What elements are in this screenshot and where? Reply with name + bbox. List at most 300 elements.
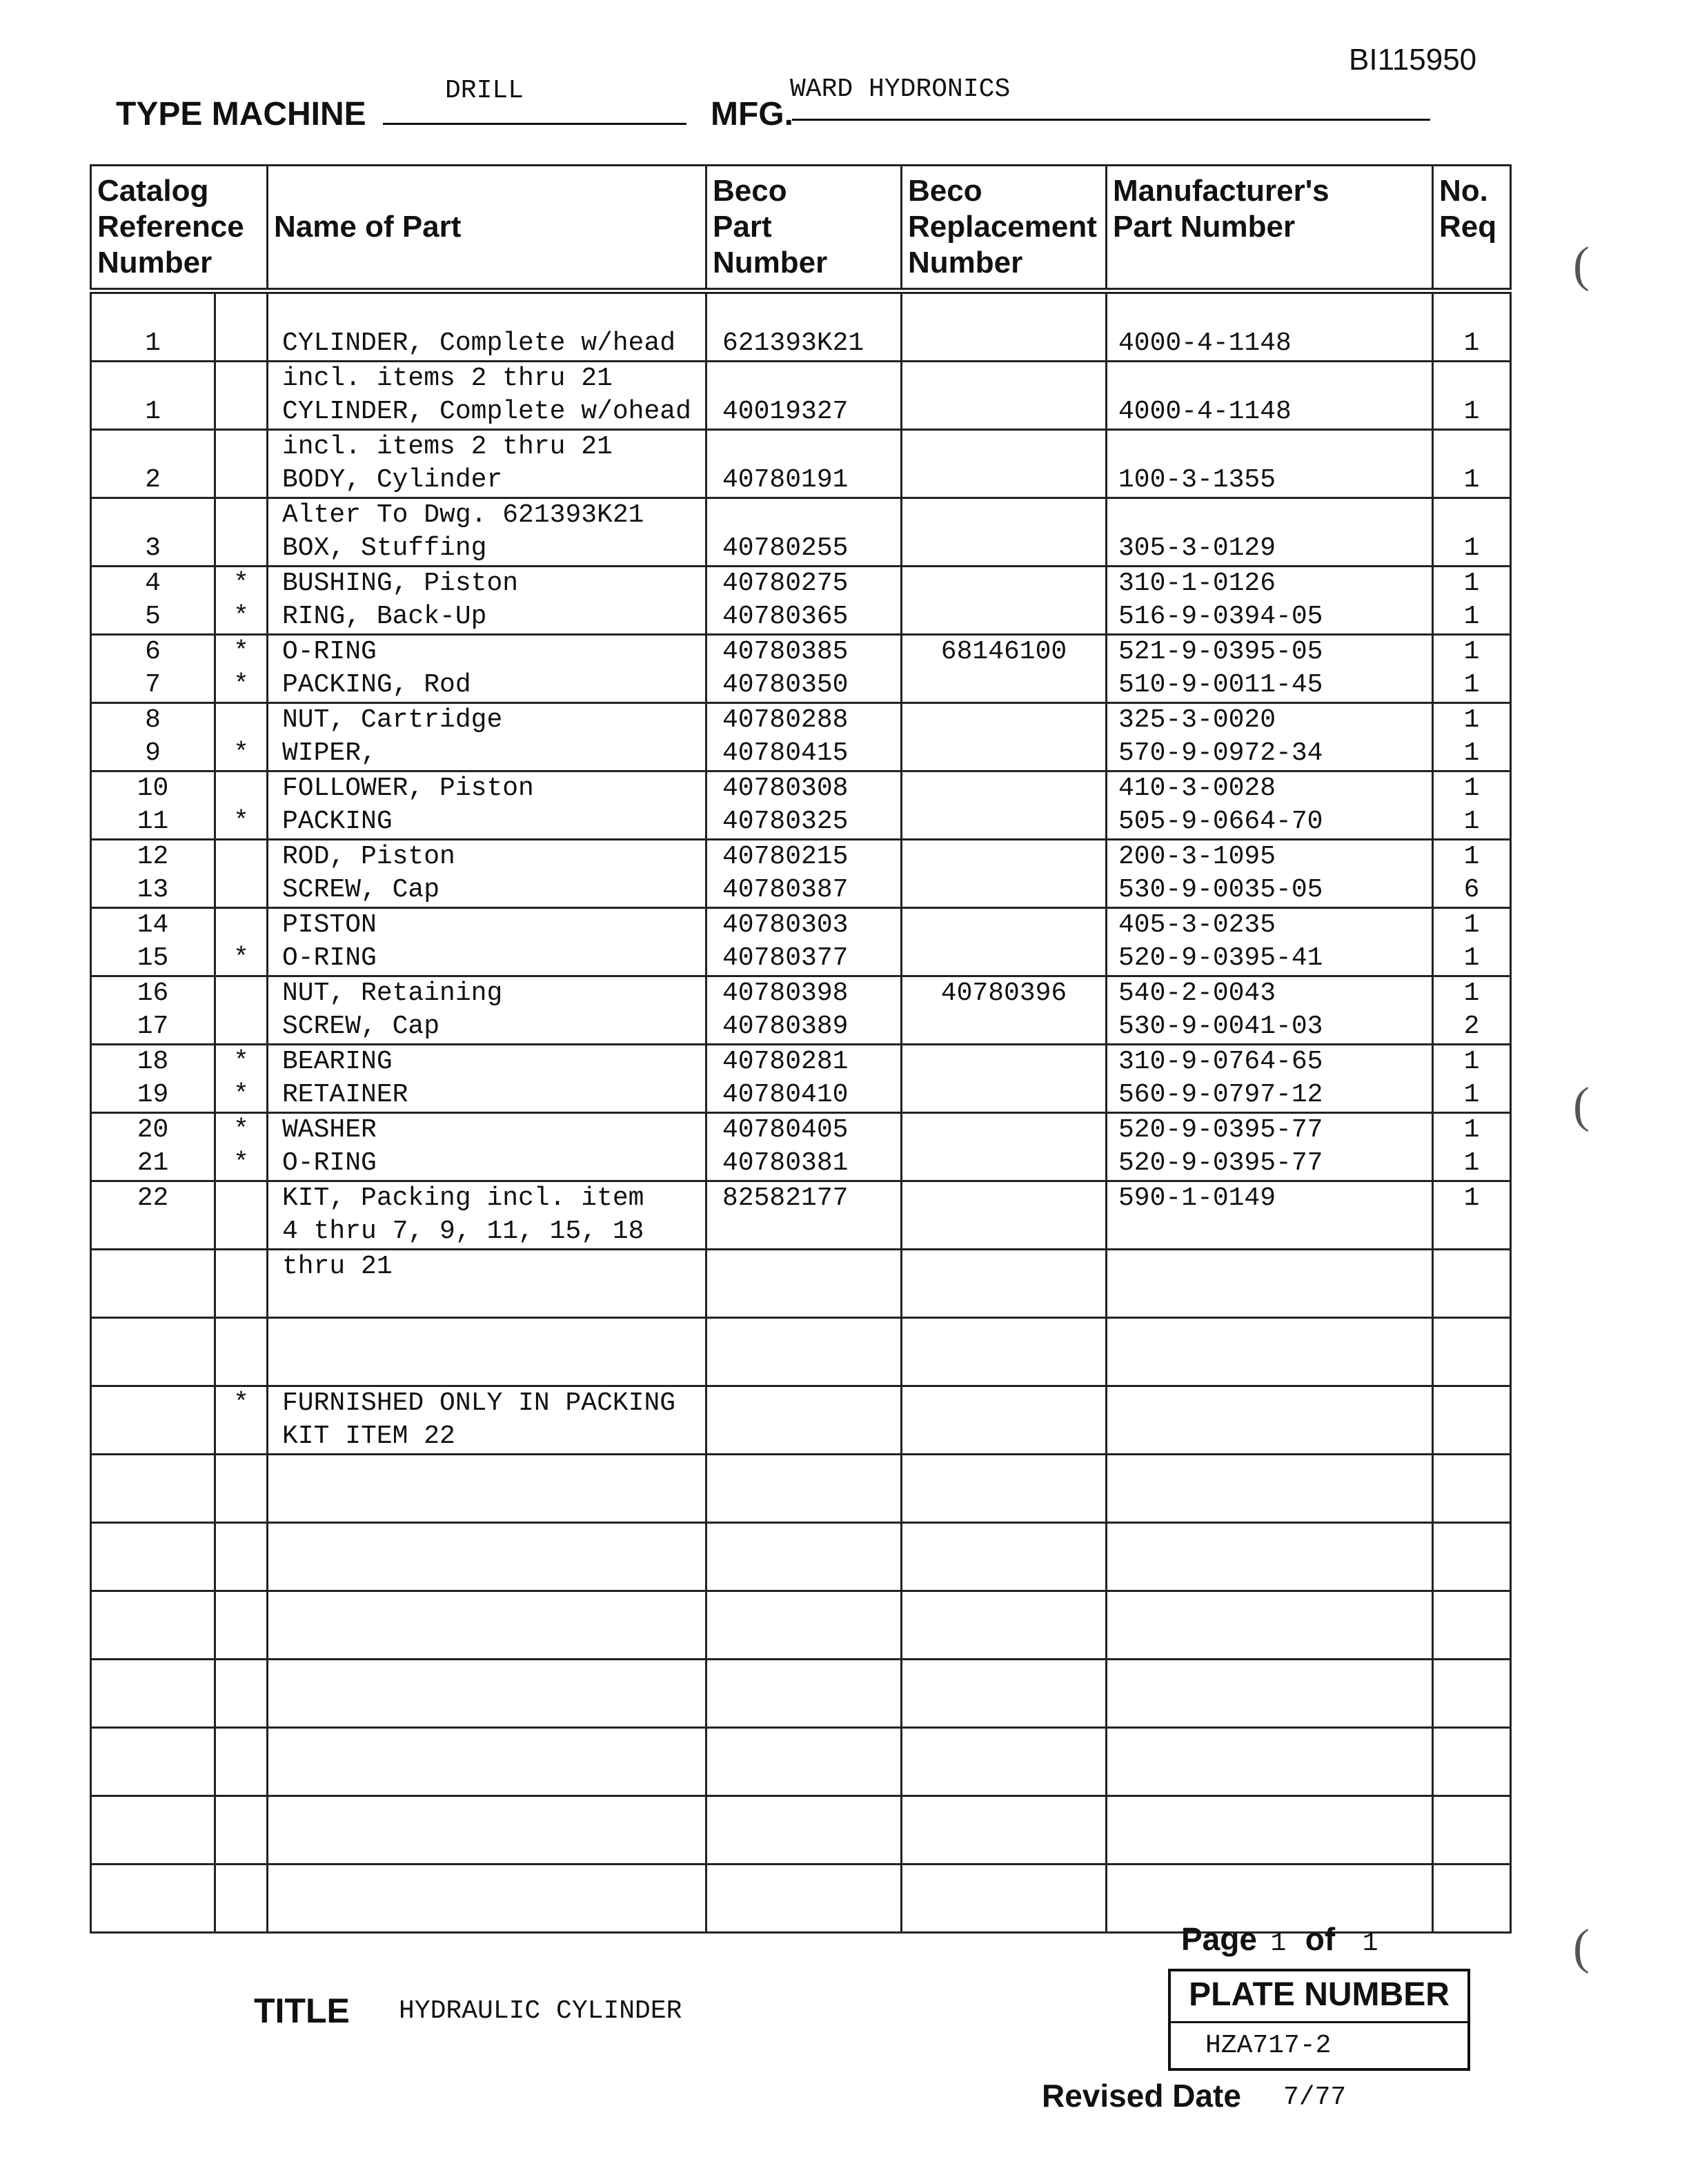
quantity-required [1434,1420,1510,1453]
quantity-required-cell [1433,840,1511,908]
beco-replacement-number [902,431,1105,464]
beco-replacement-number [902,1387,1105,1420]
part-name [282,1524,705,1557]
catalog-ref: 9 [145,738,161,768]
manufacturer-part-number-cell [1107,1591,1433,1660]
manufacturer-part-number: 530-9-0041-03 [1118,1012,1323,1041]
beco-part-number [722,1283,900,1317]
part-name: O-RING [282,1148,377,1178]
manufacturer-part-number-cell [1107,908,1433,976]
table-row [91,498,1511,567]
quantity-required: 1 [1463,738,1480,768]
beco-replacement-number [902,1352,1105,1385]
part-name-cell [268,908,706,976]
beco-part-number: 40780281 [722,1047,849,1076]
catalog-ref-cell [91,1660,215,1728]
quantity-required [1434,1729,1510,1762]
kit-marker [216,1352,266,1385]
table-row [91,1728,1511,1796]
beco-replacement-number [902,874,1105,907]
part-name-cell [268,1318,706,1386]
quantity-required [1434,1865,1510,1898]
part-name-cell [268,1796,706,1865]
part-name: BUSHING, Piston [282,569,519,598]
catalog-ref [92,1693,214,1726]
part-name: WIPER, [282,738,377,768]
quantity-required: 1 [1463,1080,1480,1110]
quantity-required [1434,1488,1510,1522]
part-name [282,1283,705,1317]
manufacturer-part-number: 405-3-0235 [1118,910,1276,940]
beco-replacement-number [902,1729,1105,1762]
beco-replacement-number [902,1830,1105,1863]
catalog-ref-cell [91,291,215,362]
beco-part-number-cell [706,635,902,703]
part-name [282,1352,705,1385]
catalog-ref: 18 [137,1047,169,1076]
beco-replacement-number [902,1250,1105,1283]
catalog-ref: 22 [137,1183,169,1213]
kit-marker-cell [215,1250,268,1318]
quantity-required: 1 [1463,1183,1480,1213]
beco-part-number [722,1830,900,1863]
kit-marker: * [233,738,249,768]
catalog-ref [92,294,214,327]
manufacturer-part-number-cell [1107,635,1433,703]
part-name: O-RING [282,637,377,667]
beco-replacement-number [902,1898,1105,1931]
manufacturer-part-number-cell [1107,771,1433,840]
kit-marker [216,395,266,429]
beco-replacement-number-cell [902,976,1107,1045]
beco-part-number-cell [706,1796,902,1865]
kit-marker-cell [215,430,268,498]
quantity-required: 1 [1463,569,1480,598]
part-name: KIT, Packing incl. item [282,1183,644,1213]
kit-marker-cell [215,1318,268,1386]
quantity-required: 2 [1463,1012,1480,1041]
beco-part-number-cell [706,771,902,840]
quantity-required: 1 [1463,1115,1480,1145]
catalog-ref [92,1319,214,1352]
quantity-required [1434,1592,1510,1625]
kit-marker [216,431,266,464]
beco-replacement-number [902,294,1105,327]
part-name: Alter To Dwg. 621393K21 [282,500,644,530]
beco-part-number: 40780350 [722,670,849,700]
kit-marker [216,532,266,565]
manufacturer-part-number [1118,1729,1432,1762]
quantity-required-cell [1433,1250,1511,1318]
beco-part-number [722,1524,900,1557]
beco-replacement-number-cell [902,1796,1107,1865]
manufacturer-part-number-cell [1107,1045,1433,1113]
beco-replacement-number [902,395,1105,429]
beco-part-number-cell [706,1523,902,1591]
beco-replacement-number [902,1283,1105,1317]
beco-part-number: 40780255 [722,533,849,563]
beco-part-number-cell [706,567,902,635]
beco-replacement-number [902,1114,1105,1147]
manufacturer-part-number: 570-9-0972-34 [1118,738,1323,768]
quantity-required-cell [1433,1113,1511,1181]
quantity-required [1434,1898,1510,1931]
manufacturer-part-number-cell [1107,1250,1433,1318]
manufacturer-part-number-cell [1107,1113,1433,1181]
catalog-ref: 7 [145,670,161,700]
quantity-required-cell [1433,1865,1511,1933]
beco-part-number [722,1693,900,1726]
kit-marker [216,1524,266,1557]
header-name-of-part [268,166,706,291]
kit-marker [216,1215,266,1248]
catalog-ref-cell [91,430,215,498]
catalog-ref: 20 [137,1115,169,1145]
beco-part-number: 40019327 [722,397,849,426]
mfg-underline [792,119,1430,121]
beco-part-number-cell [706,1386,902,1455]
beco-replacement-number [902,1592,1105,1625]
quantity-required [1434,1387,1510,1420]
beco-part-number: 40780410 [722,1080,849,1110]
table-row [91,1796,1511,1865]
beco-replacement-number [902,669,1105,702]
table-row [91,1318,1511,1386]
table-row [91,1113,1511,1181]
beco-replacement-number [902,1488,1105,1522]
quantity-required: 1 [1463,637,1480,667]
beco-replacement-number-cell [902,635,1107,703]
header-line: Reference [97,210,244,244]
beco-replacement-number-cell [902,430,1107,498]
kit-marker [216,1010,266,1043]
beco-part-number [722,1592,900,1625]
header-no-req [1433,166,1511,291]
manufacturer-part-number: 521-9-0395-05 [1118,637,1323,667]
table-row [91,1045,1511,1113]
beco-part-number-cell [706,840,902,908]
manufacturer-part-number-cell [1107,1728,1433,1796]
beco-part-number-cell [706,1455,902,1523]
beco-replacement-number [902,499,1105,532]
manufacturer-part-number [1118,294,1432,327]
manufacturer-part-number: 4000-4-1148 [1118,397,1292,426]
header-line: No. [1439,174,1488,208]
quantity-required-cell [1433,1660,1511,1728]
table-row [91,1386,1511,1455]
manufacturer-part-number: 590-1-0149 [1118,1183,1276,1213]
quantity-required: 1 [1463,910,1480,940]
beco-part-number [722,294,900,327]
kit-marker [216,1797,266,1830]
beco-part-number-cell [706,498,902,567]
kit-marker [216,1660,266,1693]
beco-part-number [722,1319,900,1352]
catalog-ref [92,499,214,532]
beco-part-number-cell [706,1728,902,1796]
margin-mark: ( [1573,1077,1590,1132]
manufacturer-part-number [1118,362,1432,395]
header-line: Req [1439,210,1497,244]
table-row [91,1181,1511,1250]
catalog-ref [92,1250,214,1283]
catalog-ref [92,1524,214,1557]
beco-replacement-number [902,1660,1105,1693]
table-row [91,635,1511,703]
manufacturer-part-number: 325-3-0020 [1118,705,1276,735]
kit-marker [216,772,266,805]
manufacturer-part-number [1118,1693,1432,1726]
part-name: RETAINER [282,1080,408,1110]
parts-table-body [91,291,1511,1933]
beco-replacement-number [902,532,1105,565]
quantity-required: 1 [1463,943,1480,973]
catalog-ref [92,1283,214,1317]
beco-replacement-number [902,1455,1105,1488]
part-name [282,1488,705,1522]
kit-marker: * [233,1080,249,1110]
quantity-required [1434,1250,1510,1283]
kit-marker-cell [215,1660,268,1728]
beco-replacement-number-cell [902,1113,1107,1181]
beco-replacement-number-cell [902,1660,1107,1728]
kit-marker: * [233,637,249,667]
type-machine-value: DRILL [445,76,524,106]
beco-part-number: 40780405 [722,1115,849,1145]
part-name-cell [268,1181,706,1250]
beco-replacement-number [902,909,1105,942]
kit-marker: * [233,569,249,598]
part-name [282,1660,705,1693]
beco-replacement-number [902,1010,1105,1043]
catalog-ref-cell [91,1318,215,1386]
manufacturer-part-number-cell [1107,1660,1433,1728]
kit-marker: * [233,1047,249,1076]
beco-replacement-number-cell [902,1523,1107,1591]
beco-part-number-cell [706,362,902,430]
manufacturer-part-number [1118,1319,1432,1352]
kit-marker-cell [215,1113,268,1181]
manufacturer-part-number: 305-3-0129 [1118,533,1276,563]
catalog-ref-cell [91,1045,215,1113]
beco-part-number [722,1250,900,1283]
quantity-required-cell [1433,771,1511,840]
beco-replacement-number-cell [902,1591,1107,1660]
mfg-label: MFG. [711,96,793,132]
beco-part-number: 40780288 [722,705,849,735]
part-name-cell [268,1113,706,1181]
beco-replacement-number [902,1524,1105,1557]
manufacturer-part-number [1118,1592,1432,1625]
catalog-ref-cell [91,840,215,908]
quantity-required: 1 [1463,1148,1480,1178]
manufacturer-part-number-cell [1107,840,1433,908]
catalog-ref: 4 [145,569,161,598]
part-name [282,1592,705,1625]
beco-part-number [722,1387,900,1420]
catalog-ref [92,1592,214,1625]
beco-replacement-number [902,1797,1105,1830]
beco-replacement-number-cell [902,1455,1107,1523]
manufacturer-part-number-cell [1107,1386,1433,1455]
beco-replacement-number [902,1319,1105,1352]
beco-replacement-number [902,942,1105,975]
header-line: Number [97,246,212,279]
part-name-cell [268,362,706,430]
beco-part-number-cell [706,430,902,498]
beco-part-number: 40780385 [722,637,849,667]
quantity-required-cell [1433,1045,1511,1113]
beco-part-number [722,1557,900,1590]
beco-replacement-number [902,805,1105,838]
beco-replacement-number [902,1420,1105,1453]
manufacturer-part-number-cell [1107,1796,1433,1865]
catalog-ref-cell [91,567,215,635]
beco-replacement-number-cell [902,1728,1107,1796]
beco-replacement-number-cell [902,1865,1107,1933]
catalog-ref-cell [91,1181,215,1250]
manufacturer-part-number-cell [1107,498,1433,567]
kit-marker: * [233,602,249,631]
kit-marker [216,1420,266,1453]
kit-marker [216,1455,266,1488]
part-name: PACKING, Rod [282,670,471,700]
part-name: CYLINDER, Complete w/ohead [282,397,691,426]
beco-replacement-number [902,1147,1105,1180]
manufacturer-part-number [1118,1557,1432,1590]
header-line: Part [713,210,772,244]
manufacturer-part-number: 505-9-0664-70 [1118,807,1323,836]
kit-marker [216,362,266,395]
kit-marker [216,1729,266,1762]
kit-marker [216,1557,266,1590]
part-name [282,1830,705,1863]
catalog-ref-cell [91,1796,215,1865]
beco-part-number: 40780275 [722,569,849,598]
part-name-cell [268,840,706,908]
part-name-cell [268,1865,706,1933]
part-name: PACKING [282,807,393,836]
header-line: Replacement [908,210,1097,244]
page-total: 1 [1362,1929,1378,1958]
kit-marker [216,1762,266,1795]
catalog-ref [92,1898,214,1931]
quantity-required-cell [1433,1455,1511,1523]
type-machine-underline [383,123,686,125]
quantity-required-cell [1433,703,1511,771]
beco-part-number-cell [706,1045,902,1113]
manufacturer-part-number: 560-9-0797-12 [1118,1080,1323,1110]
part-name: BOX, Stuffing [282,533,487,563]
manufacturer-part-number [1118,1215,1432,1248]
kit-marker-cell [215,1523,268,1591]
quantity-required-cell [1433,1523,1511,1591]
manufacturer-part-number: 100-3-1355 [1118,465,1276,495]
beco-part-number: 621393K21 [722,328,864,358]
kit-marker-cell [215,362,268,430]
part-name: thru 21 [282,1252,393,1281]
header-line: Number [908,246,1023,279]
manufacturer-part-number-cell [1107,1455,1433,1523]
manufacturer-part-number [1118,1387,1432,1420]
quantity-required [1434,1660,1510,1693]
manufacturer-part-number-cell [1107,1523,1433,1591]
kit-marker [216,464,266,497]
quantity-required [1434,1524,1510,1557]
manufacturer-part-number [1118,1455,1432,1488]
beco-replacement-number [902,1215,1105,1248]
quantity-required-cell [1433,1591,1511,1660]
manufacturer-part-number: 520-9-0395-41 [1118,943,1323,973]
part-name: KIT ITEM 22 [282,1421,455,1451]
kit-marker [216,499,266,532]
kit-marker [216,977,266,1010]
catalog-ref: 10 [137,774,169,803]
quantity-required-cell [1433,976,1511,1045]
header-line: Beco [713,174,787,208]
plate-number-box [1168,1969,1470,2071]
catalog-ref-cell [91,635,215,703]
manufacturer-part-number [1118,1250,1432,1283]
catalog-ref [92,1387,214,1420]
beco-replacement-number: 40780396 [940,978,1067,1008]
plate-number-divider [1171,2021,1467,2023]
catalog-ref [92,1797,214,1830]
kit-marker: * [233,1148,249,1178]
beco-replacement-number [902,600,1105,633]
beco-part-number: 40780389 [722,1012,849,1041]
beco-part-number: 40780325 [722,807,849,836]
kit-marker [216,1865,266,1898]
beco-replacement-number: 68146100 [940,637,1067,667]
part-name-cell [268,567,706,635]
kit-marker-cell [215,1181,268,1250]
kit-marker [216,294,266,327]
beco-replacement-number-cell [902,567,1107,635]
beco-part-number-cell [706,703,902,771]
catalog-ref-cell [91,498,215,567]
manufacturer-part-number [1118,1830,1432,1863]
beco-part-number: 40780303 [722,910,849,940]
table-row [91,703,1511,771]
beco-replacement-number-cell [902,908,1107,976]
quantity-required [1434,1455,1510,1488]
manufacturer-part-number [1118,1524,1432,1557]
manufacturer-part-number-cell [1107,430,1433,498]
margin-mark: ( [1573,237,1590,292]
beco-part-number-cell [706,908,902,976]
quantity-required [1434,1352,1510,1385]
document-id: BI115950 [1349,43,1477,77]
beco-part-number: 40780215 [722,842,849,872]
beco-replacement-number [902,1693,1105,1726]
kit-marker-cell [215,291,268,362]
beco-part-number-cell [706,1865,902,1933]
part-name: NUT, Cartridge [282,705,503,735]
beco-replacement-number [902,704,1105,737]
beco-part-number: 40780398 [722,978,849,1008]
quantity-required: 6 [1463,875,1480,905]
beco-part-number-cell [706,1318,902,1386]
quantity-required-cell [1433,1728,1511,1796]
quantity-required: 1 [1463,978,1480,1008]
catalog-ref: 1 [145,328,161,358]
catalog-ref-cell [91,771,215,840]
quantity-required: 1 [1463,328,1480,358]
kit-marker-cell [215,1045,268,1113]
quantity-required [1434,294,1510,327]
manufacturer-part-number-cell [1107,362,1433,430]
